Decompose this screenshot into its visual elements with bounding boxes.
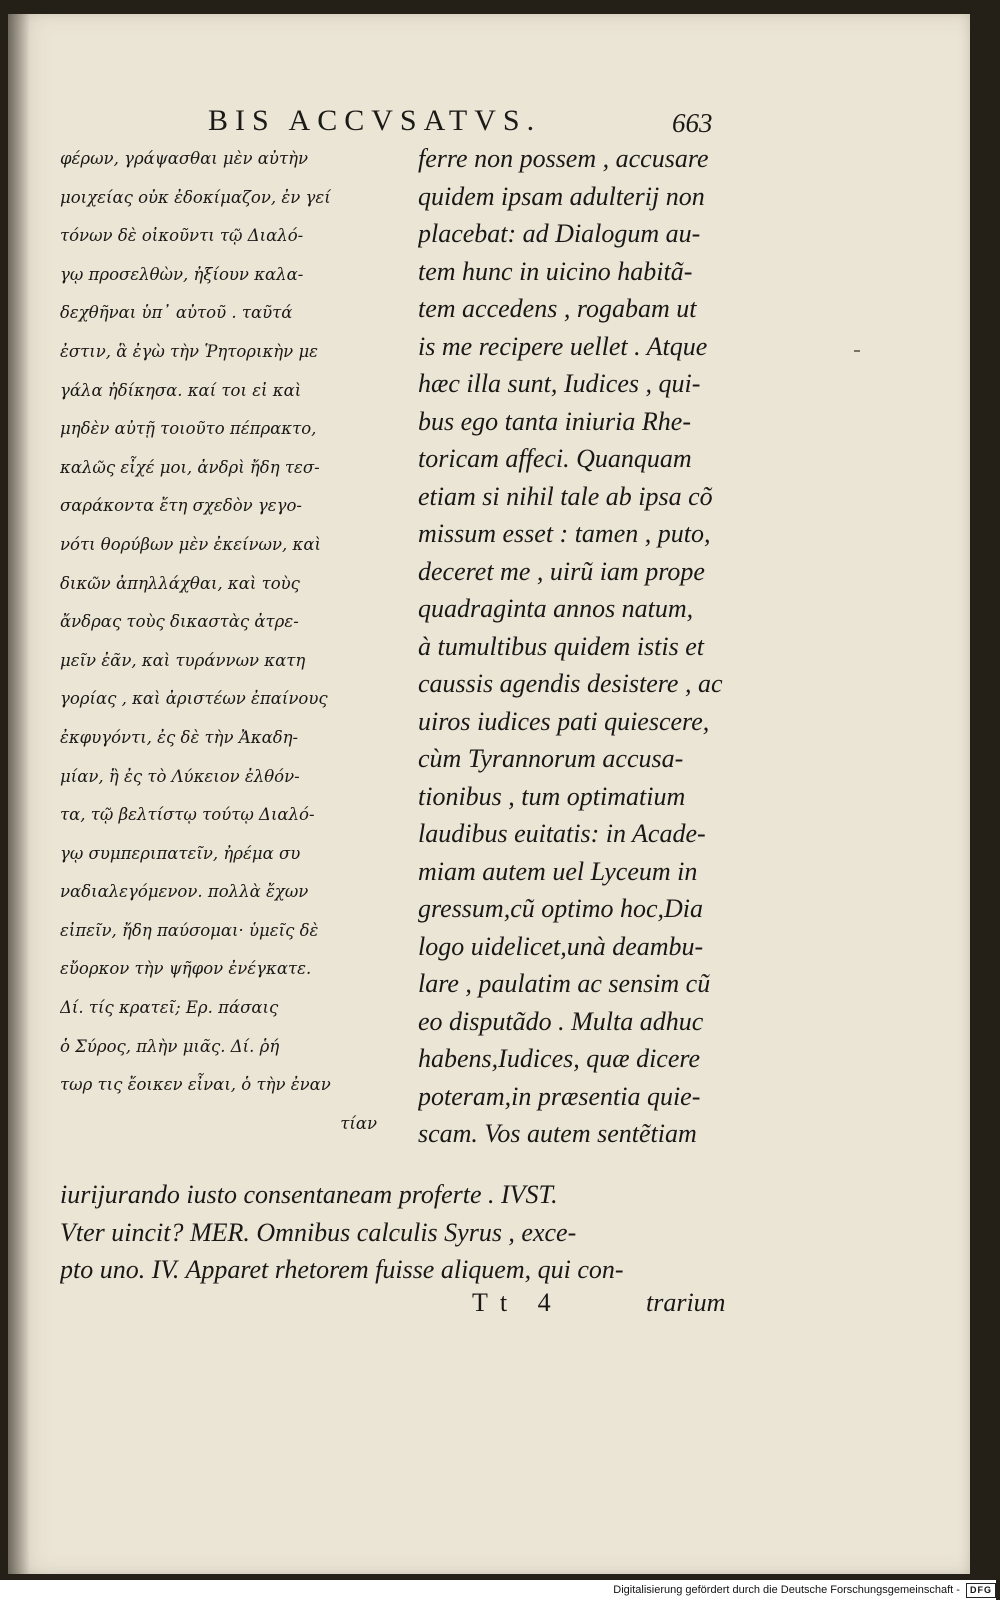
dfg-logo-icon: DFG — [966, 1583, 996, 1598]
greek-line: Δί. τίς κρατεῖ; Ερ. πάσαις — [60, 998, 279, 1018]
latin-text-column — [418, 140, 744, 1153]
latin-line: hæc illa sunt, Iudices , qui- — [418, 369, 701, 398]
latin-line: missum esset : tamen , puto, — [418, 519, 711, 548]
latin-line: uiros iudices pati quiescere, — [418, 706, 710, 736]
latin-line: gressum,cũ optimo hoc,Dia — [418, 894, 704, 923]
greek-line: γῳ συμπεριπατεῖν, ἠρέμα συ — [60, 843, 301, 863]
latin-line: quidem ipsam adulterij non — [418, 181, 705, 211]
greek-line: ἐστιν, ἃ ἐγὼ τὴν Ῥητορικὴν με — [60, 341, 319, 361]
latin-line: à tumultibus quidem istis et — [418, 631, 704, 661]
greek-line: ὁ Σύρος, πλὴν μιᾶς. Δί. ῥή — [60, 1036, 280, 1056]
greek-line: ἄνδρας τοὺς δικαστὰς ἀτρε- — [60, 612, 299, 632]
signature-mark: Tt 4 — [472, 1288, 563, 1317]
latin-line: quadraginta annos natum, — [418, 594, 694, 623]
latin-line: tem accedens , rogabam ut — [418, 294, 697, 323]
running-title: BIS ACCVSATVS. — [208, 104, 542, 137]
latin-line: caussis agendis desistere , ac — [418, 669, 723, 698]
greek-line: μηδὲν αὐτῇ τοιοῦτο πέπρακτο, — [60, 419, 317, 439]
catchword: trarium — [646, 1288, 726, 1317]
latin-line: laudibus euitatis: in Acade- — [418, 819, 706, 848]
latin-line: scam. Vos autem sentẽtiam — [418, 1119, 697, 1148]
latin-line: logo uidelicet,unà deambu- — [418, 931, 704, 961]
latin-line: poteram,in præsentia quie- — [418, 1081, 701, 1111]
latin-line: toricam affeci. Quanquam — [418, 444, 692, 473]
greek-line: τα, τῷ βελτίστῳ τούτῳ Διαλό- — [60, 805, 315, 825]
latin-line: tem hunc in uicino habitã- — [418, 256, 693, 286]
greek-line: δικῶν ἀπηλλάχθαι, καὶ τοὺς — [60, 573, 300, 593]
latin-line: etiam si nihil tale ab ipsa cõ — [418, 481, 713, 511]
greek-line: φέρων, γράψασθαι μὲν αὐτὴν — [60, 149, 308, 168]
footer-credit-text: Digitalisierung gefördert durch die Deutsche Forschungsgemeinschaft - — [613, 1584, 960, 1596]
greek-line: τόνων δὲ οἰκοῦντι τῷ Διαλό- — [60, 226, 304, 246]
greek-line: τωρ τις ἔοικεν εἶναι, ὁ τὴν ἐναν — [60, 1075, 331, 1095]
full-width-line: iurijurando iusto consentaneam proferte . IVST. — [60, 1180, 558, 1209]
gutter-shadow — [8, 14, 30, 1574]
ink-speck — [854, 350, 860, 352]
greek-line: γορίας , καὶ ἀριστέων ἐπαίνους — [60, 689, 328, 709]
digitization-credit — [0, 1580, 996, 1600]
greek-line: μίαν, ἢ ἐς τὸ Λύκειον ἐλθόν- — [60, 766, 300, 786]
greek-line: μοιχείας οὐκ ἐδοκίμαζον, ἐν γεί — [60, 187, 331, 207]
greek-line: εὔορκον τὴν ψῆφον ἐνέγκατε. — [60, 959, 312, 979]
latin-line: placebat: ad Dialogum au- — [418, 219, 701, 248]
latin-line: tionibus , tum optimatium — [418, 781, 686, 811]
greek-line: τίαν — [340, 1113, 377, 1133]
latin-line: bus ego tanta iniuria Rhe- — [418, 406, 691, 436]
greek-text-column — [60, 140, 385, 1143]
latin-line: is me recipere uellet . Atque — [418, 331, 708, 361]
latin-line: lare , paulatim ac sensim cũ — [418, 969, 711, 998]
latin-line: deceret me , uirũ iam prope — [418, 556, 705, 586]
latin-line: ferre non possem , accusare — [418, 144, 709, 173]
greek-line: νότι θορύβων μὲν ἐκείνων, καὶ — [60, 534, 321, 554]
greek-line: ναδιαλεγόμενον. πολλὰ ἔχων — [60, 882, 309, 902]
latin-line: miam autem uel Lyceum in — [418, 856, 698, 886]
full-width-text — [60, 1176, 750, 1289]
latin-line: cùm Tyrannorum accusa- — [418, 744, 684, 773]
greek-line: γάλα ἠδίκησα. καί τοι εἰ καὶ — [60, 380, 302, 400]
greek-line: μεῖν ἐᾶν, καὶ τυράννων κατη — [60, 650, 306, 670]
latin-line: eo disputãdo . Multa adhuc — [418, 1006, 704, 1036]
greek-line: γῳ προσελθὼν, ἠξίουν καλα- — [60, 264, 304, 284]
page-number: 663 — [672, 108, 713, 138]
full-width-line: pto uno. IV. Apparet rhetorem fuisse aliquem, qui con- — [60, 1255, 624, 1284]
greek-line: εἰπεῖν, ἤδη παύσομαι· ὑμεῖς δὲ — [60, 920, 319, 940]
latin-line: habens,Iudices, quæ dicere — [418, 1044, 701, 1073]
greek-line: καλῶς εἶχέ μοι, ἀνδρὶ ἤδη τεσ- — [60, 457, 320, 477]
greek-line: ἐκφυγόντι, ἐς δὲ τὴν Ἀκαδη- — [60, 727, 299, 747]
greek-line: σαράκοντα ἔτη σχεδὸν γεγο- — [60, 496, 303, 516]
greek-line: δεχθῆναι ὑπ᾽ αὐτοῦ . ταῦτά — [60, 303, 293, 323]
full-width-line: Vter uincit? MER. Omnibus calculis Syrus , exce- — [60, 1217, 577, 1247]
